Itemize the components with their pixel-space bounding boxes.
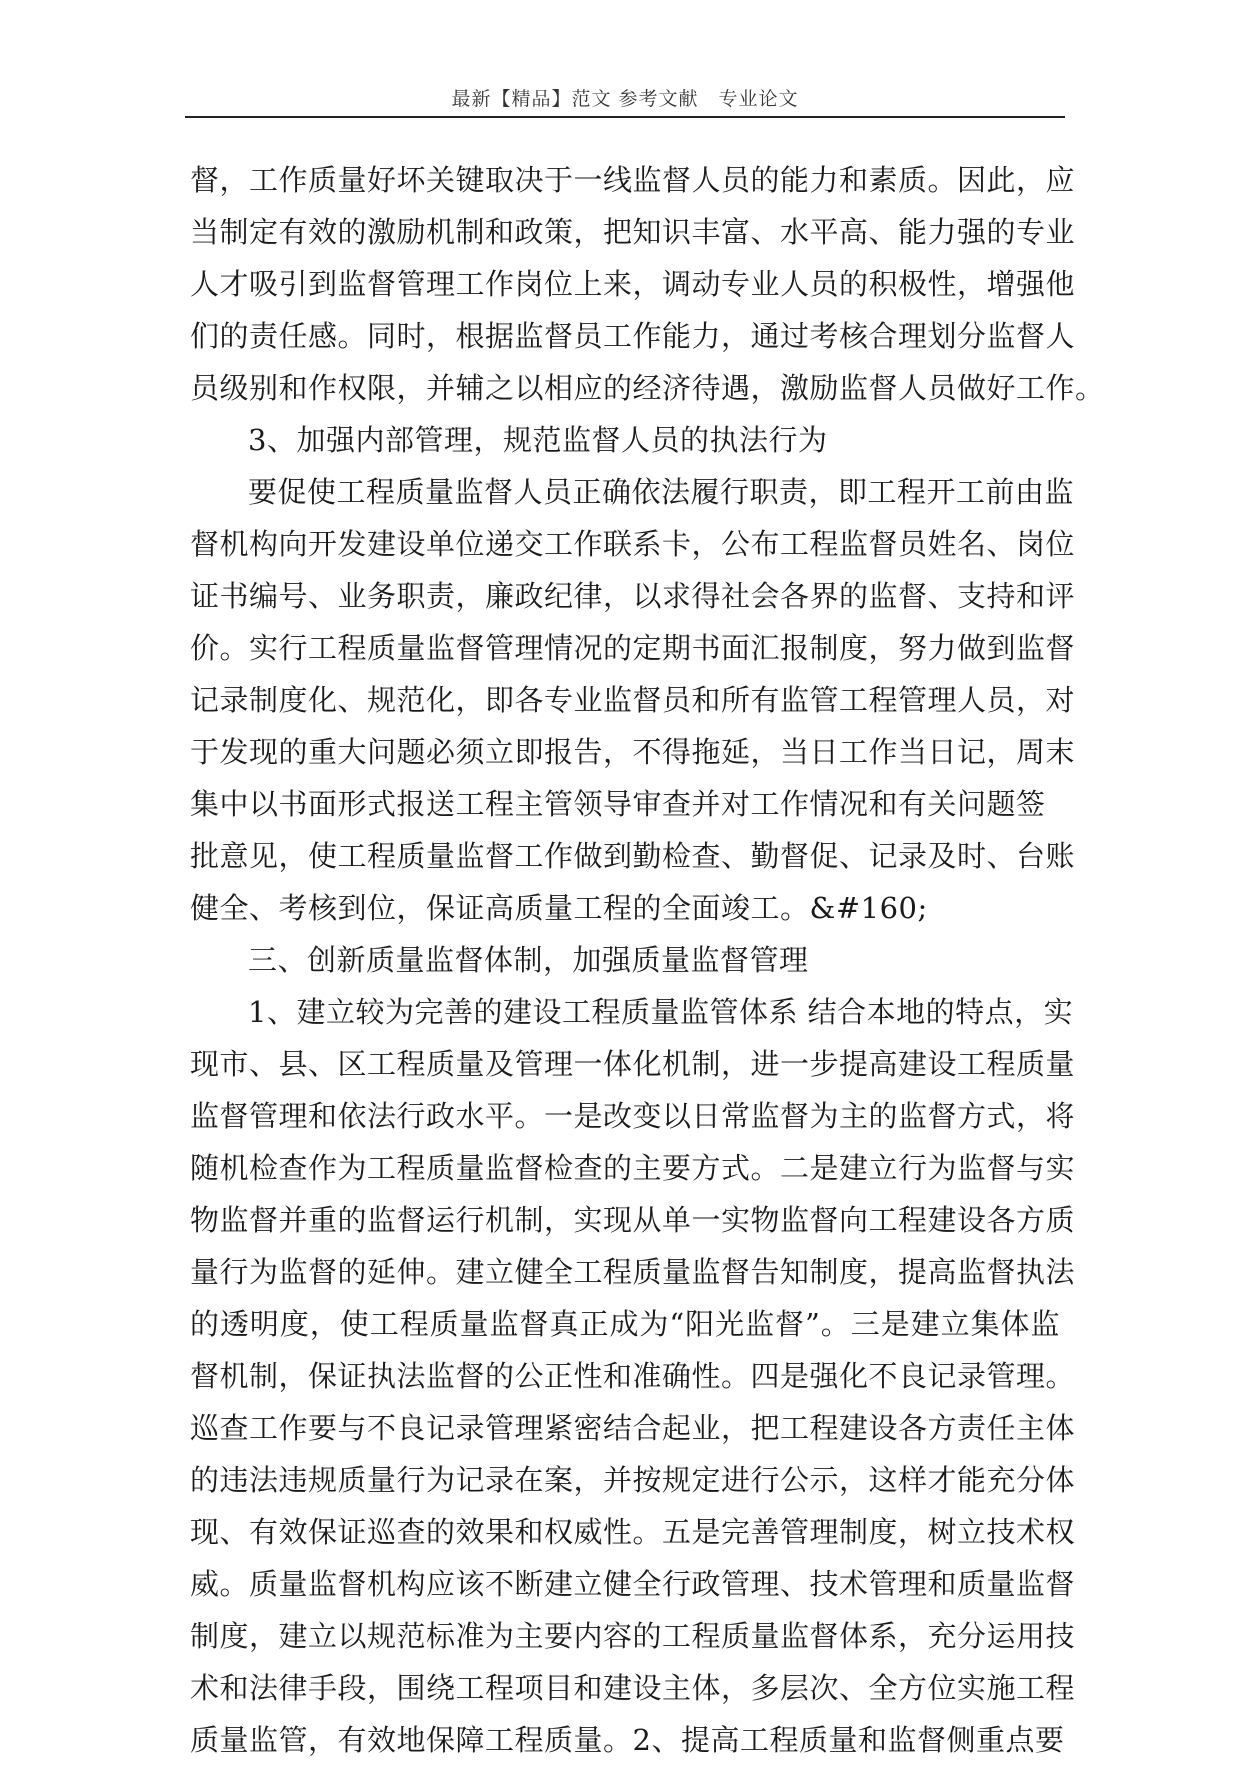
- text-line: 3、加强内部管理，规范监督人员的执法行为: [248, 423, 828, 457]
- text-line: 制度，建立以规范标准为主要内容的工程质量监督体系，充分运用技: [190, 1619, 1076, 1653]
- text-line: 督机制，保证执法监督的公正性和准确性。四是强化不良记录管理。: [190, 1359, 1076, 1393]
- text-line: 物监督并重的监督运行机制，实现从单一实物监督向工程建设各方质: [190, 1203, 1076, 1237]
- text-line: 现、有效保证巡查的效果和权威性。五是完善管理制度，树立技术权: [190, 1515, 1076, 1549]
- text-line: 证书编号、业务职责，廉政纪律，以求得社会各界的监督、支持和评: [190, 579, 1076, 613]
- text-line: 督机构向开发建设单位递交工作联系卡，公布工程监督员姓名、岗位: [190, 527, 1076, 561]
- text-line: 巡查工作要与不良记录管理紧密结合起业，把工程建设各方责任主体: [190, 1411, 1076, 1445]
- text-line: 量行为监督的延伸。建立健全工程质量监督告知制度，提高监督执法: [190, 1255, 1076, 1289]
- text-line: 当制定有效的激励机制和政策，把知识丰富、水平高、能力强的专业: [190, 215, 1076, 249]
- text-line: 员级别和作权限，并辅之以相应的经济待遇，激励监督人员做好工作。: [190, 371, 1105, 405]
- body-text: [190, 154, 1105, 1766]
- header-divider: [185, 116, 1065, 118]
- text-line: 的违法违规质量行为记录在案，并按规定进行公示，这样才能充分体: [190, 1463, 1076, 1497]
- text-line: 监督管理和依法行政水平。一是改变以日常监督为主的监督方式，将: [190, 1099, 1076, 1133]
- text-line: 要促使工程质量监督人员正确依法履行职责，即工程开工前由监: [248, 475, 1075, 509]
- text-line: 于发现的重大问题必须立即报告，不得拖延，当日工作当日记，周末: [190, 735, 1076, 769]
- text-line: 督，工作质量好坏关键取决于一线监督人员的能力和素质。因此，应: [190, 163, 1076, 197]
- text-line: 们的责任感。同时，根据监督员工作能力，通过考核合理划分监督人: [190, 319, 1076, 353]
- text-line: 三、创新质量监督体制，加强质量监督管理: [248, 943, 809, 977]
- text-line: 威。质量监督机构应该不断建立健全行政管理、技术管理和质量监督: [190, 1567, 1076, 1601]
- text-line: 人才吸引到监督管理工作岗位上来，调动专业人员的积极性，增强他: [190, 267, 1076, 301]
- text-line: 随机检查作为工程质量监督检查的主要方式。二是建立行为监督与实: [190, 1151, 1076, 1185]
- text-line: 批意见，使工程质量监督工作做到勤检查、勤督促、记录及时、台账: [190, 839, 1076, 873]
- text-line: 健全、考核到位，保证高质量工程的全面竣工。&#160;: [190, 891, 928, 925]
- text-line: 现市、县、区工程质量及管理一体化机制，进一步提高建设工程质量: [190, 1047, 1076, 1081]
- text-line: 术和法律手段，围绕工程项目和建设主体，多层次、全方位实施工程: [190, 1671, 1076, 1705]
- text-line: 的透明度，使工程质量监督真正成为“阳光监督”。三是建立集体监: [190, 1307, 1060, 1341]
- page-header: 最新【精品】范文 参考文献 专业论文: [451, 88, 799, 110]
- text-line: 价。实行工程质量监督管理情况的定期书面汇报制度，努力做到监督: [190, 631, 1076, 665]
- text-line: 集中以书面形式报送工程主管领导审查并对工作情况和有关问题签: [190, 787, 1046, 821]
- text-line: 1、建立较为完善的建设工程质量监管体系 结合本地的特点，实: [248, 995, 1074, 1029]
- text-line: 质量监管，有效地保障工程质量。2、提高工程质量和监督侧重点要: [190, 1723, 1065, 1757]
- text-line: 记录制度化、规范化，即各专业监督员和所有监管工程管理人员，对: [190, 683, 1076, 717]
